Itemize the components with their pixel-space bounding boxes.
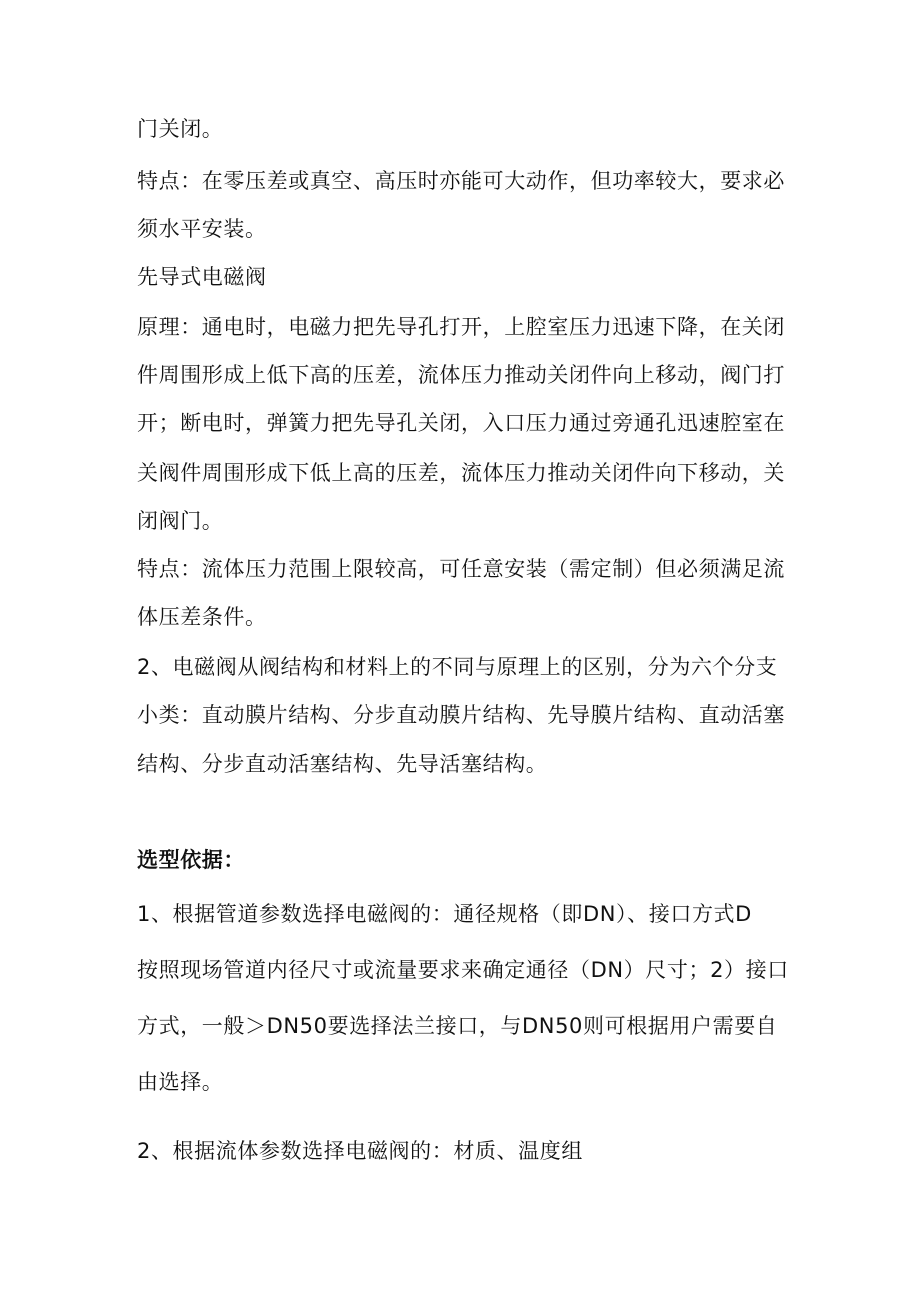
section-heading: 选型依据： bbox=[137, 848, 245, 872]
section-title: 先导式电磁阀 bbox=[137, 265, 267, 289]
text-line: 特点：流体压力范围上限较高，可任意安装（需定制）但必须满足流 bbox=[137, 557, 785, 581]
text-line: 1、根据管道参数选择电磁阀的：通径规格（即DN）、接口方式D bbox=[137, 902, 752, 926]
text-line: 按照现场管道内径尺寸或流量要求来确定通径（DN）尺寸；2）接口 bbox=[137, 958, 789, 982]
text-line: 体压差条件。 bbox=[137, 605, 267, 629]
text-line: 开；断电时，弹簧力把先导孔关闭，入口压力通过旁通孔迅速腔室在 bbox=[137, 411, 785, 435]
text-line: 结构、分步直动活塞结构、先导活塞结构。 bbox=[137, 752, 548, 776]
text-line: 2、根据流体参数选择电磁阀的：材质、温度组 bbox=[137, 1139, 583, 1163]
text-line: 由选择。 bbox=[137, 1070, 224, 1094]
text-line: 2、电磁阀从阀结构和材料上的不同与原理上的区别，分为六个分支 bbox=[137, 655, 778, 679]
text-line: 门关闭。 bbox=[137, 117, 224, 141]
text-line: 方式，一般＞DN50要选择法兰接口，与DN50则可根据用户需要自 bbox=[137, 1014, 778, 1038]
text-line: 闭阀门。 bbox=[137, 509, 224, 533]
text-line: 关阀件周围形成下低上高的压差，流体压力推动关闭件向下移动，关 bbox=[137, 461, 785, 485]
text-line: 件周围形成上低下高的压差，流体压力推动关闭件向上移动，阀门打 bbox=[137, 363, 785, 387]
text-line: 小类：直动膜片结构、分步直动膜片结构、先导膜片结构、直动活塞 bbox=[137, 703, 785, 727]
text-line: 须水平安装。 bbox=[137, 217, 267, 241]
text-line: 特点：在零压差或真空、高压时亦能可大动作，但功率较大，要求必 bbox=[137, 169, 785, 193]
text-line: 原理：通电时，电磁力把先导孔打开，上腔室压力迅速下降，在关闭 bbox=[137, 315, 785, 339]
